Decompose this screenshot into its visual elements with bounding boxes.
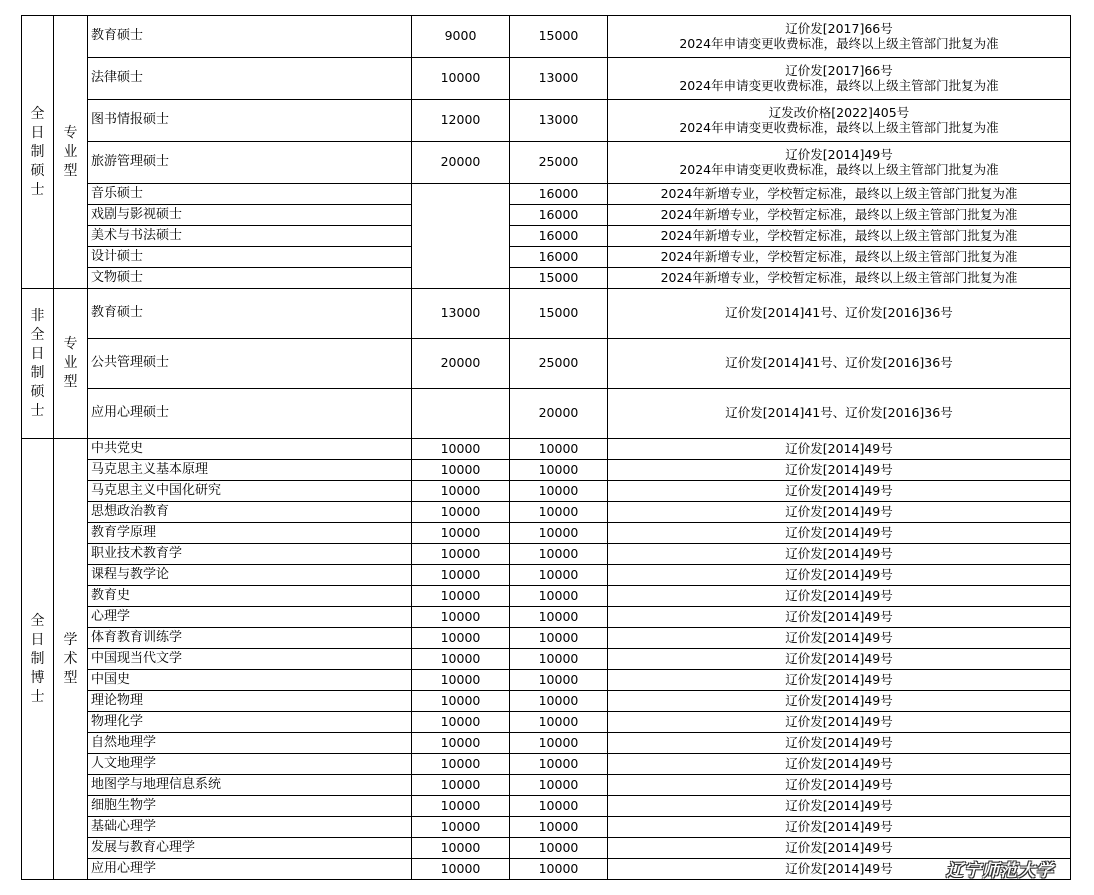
fee-b-value: 10000 (510, 523, 608, 544)
program-name: 发展与教育心理学 (88, 838, 412, 859)
fee-b-value: 10000 (510, 838, 608, 859)
table-row (22, 247, 1071, 268)
document-line: 辽价发[2014]49号 (785, 818, 893, 834)
document-reference (608, 205, 1071, 226)
fee-b-value: 15000 (510, 289, 608, 339)
table-row (22, 100, 1071, 142)
fee-b-value: 10000 (510, 691, 608, 712)
document-reference (608, 100, 1071, 142)
fee-b-value: 10000 (510, 544, 608, 565)
fee-a-value: 10000 (412, 439, 510, 460)
fee-a-value: 10000 (412, 775, 510, 796)
program-name: 心理学 (88, 607, 412, 628)
document-reference (608, 439, 1071, 460)
document-reference (608, 796, 1071, 817)
program-name: 课程与教学论 (88, 565, 412, 586)
fee-a-value: 10000 (412, 481, 510, 502)
fee-a-value: 10000 (412, 58, 510, 100)
fee-b-value: 16000 (510, 184, 608, 205)
fee-a-value: 10000 (412, 565, 510, 586)
document-line: 辽价发[2014]41号、辽价发[2016]36号 (725, 305, 953, 321)
table-row (22, 523, 1071, 544)
fee-a-value: 10000 (412, 691, 510, 712)
table-row (22, 439, 1071, 460)
table-row (22, 754, 1071, 775)
document-reference (608, 247, 1071, 268)
fee-a-value: 10000 (412, 733, 510, 754)
fee-b-value: 10000 (510, 775, 608, 796)
document-line: 辽价发[2014]49号 (785, 440, 893, 456)
table-row (22, 544, 1071, 565)
type-cell (54, 16, 88, 289)
fee-a-value: 10000 (412, 628, 510, 649)
fee-a-value: 10000 (412, 712, 510, 733)
fee-b-value: 10000 (510, 733, 608, 754)
document-line: 辽价发[2014]49号 (785, 713, 893, 729)
document-line: 辽价发[2014]41号、辽价发[2016]36号 (725, 355, 953, 371)
category-cell (22, 439, 54, 880)
program-name: 中国现当代文学 (88, 649, 412, 670)
program-name: 教育学原理 (88, 523, 412, 544)
table-row (22, 389, 1071, 439)
table-row (22, 205, 1071, 226)
document-line: 2024年申请变更收费标准，最终以上级主管部门批复为准 (679, 161, 999, 177)
table-row (22, 628, 1071, 649)
program-name: 教育硕士 (88, 16, 412, 58)
program-name: 图书情报硕士 (88, 100, 412, 142)
document-reference (608, 523, 1071, 544)
program-name: 中共党史 (88, 439, 412, 460)
document-line: 2024年新增专业，学校暂定标准，最终以上级主管部门批复为准 (660, 185, 1018, 201)
fee-b-value: 15000 (510, 16, 608, 58)
table-row (22, 565, 1071, 586)
document-reference (608, 649, 1071, 670)
table-row (22, 502, 1071, 523)
document-reference (608, 389, 1071, 439)
document-reference (608, 817, 1071, 838)
program-name: 思想政治教育 (88, 502, 412, 523)
document-line: 辽价发[2014]49号 (785, 797, 893, 813)
type-label: 专业型 (63, 124, 78, 179)
program-name: 法律硕士 (88, 58, 412, 100)
document-line: 辽价发[2014]49号 (785, 147, 893, 163)
program-name: 细胞生物学 (88, 796, 412, 817)
document-line: 辽价发[2014]49号 (785, 503, 893, 519)
type-label: 专业型 (63, 336, 78, 390)
table-row (22, 733, 1071, 754)
fee-b-value: 16000 (510, 247, 608, 268)
table-row (22, 142, 1071, 184)
document-line: 辽价发[2014]49号 (785, 755, 893, 771)
category-label: 全日制博士 (30, 612, 45, 705)
document-line: 辽价发[2014]49号 (785, 545, 893, 561)
document-line: 辽价发[2017]66号 (785, 21, 893, 37)
fee-b-value: 10000 (510, 859, 608, 880)
fee-b-value: 20000 (510, 389, 608, 439)
document-reference (608, 733, 1071, 754)
fee-b-value: 10000 (510, 712, 608, 733)
program-name: 设计硕士 (88, 247, 412, 268)
fee-b-value: 10000 (510, 628, 608, 649)
document-line: 辽价发[2014]49号 (785, 650, 893, 666)
fee-a-value: 10000 (412, 649, 510, 670)
document-line: 2024年申请变更收费标准，最终以上级主管部门批复为准 (679, 119, 999, 135)
fee-b-value: 25000 (510, 142, 608, 184)
table-row (22, 712, 1071, 733)
fee-a-value (412, 389, 510, 439)
document-line: 辽价发[2014]49号 (785, 587, 893, 603)
table-row (22, 586, 1071, 607)
document-reference (608, 268, 1071, 289)
document-line: 辽价发[2014]41号、辽价发[2016]36号 (725, 405, 953, 421)
document-line: 辽价发[2014]49号 (785, 839, 893, 855)
document-line: 2024年申请变更收费标准，最终以上级主管部门批复为准 (679, 77, 999, 93)
fee-b-value: 25000 (510, 339, 608, 389)
document-reference (608, 226, 1071, 247)
fee-table (21, 15, 1071, 880)
table-row (22, 481, 1071, 502)
program-name: 应用心理硕士 (88, 389, 412, 439)
document-line: 辽价发[2017]66号 (785, 63, 893, 79)
category-label: 全日制硕士 (30, 105, 45, 198)
fee-b-value: 10000 (510, 754, 608, 775)
document-line: 2024年新增专业，学校暂定标准，最终以上级主管部门批复为准 (660, 206, 1018, 222)
document-reference (608, 289, 1071, 339)
document-line: 2024年新增专业，学校暂定标准，最终以上级主管部门批复为准 (660, 227, 1018, 243)
fee-b-value: 10000 (510, 586, 608, 607)
table-row (22, 796, 1071, 817)
program-name: 物理化学 (88, 712, 412, 733)
fee-a-value: 10000 (412, 523, 510, 544)
type-cell (54, 439, 88, 880)
document-line: 辽价发[2014]49号 (785, 692, 893, 708)
program-name: 基础心理学 (88, 817, 412, 838)
fee-b-value: 10000 (510, 649, 608, 670)
fee-b-value: 10000 (510, 796, 608, 817)
table-row (22, 58, 1071, 100)
fee-b-value: 13000 (510, 58, 608, 100)
fee-b-value: 10000 (510, 565, 608, 586)
table-row (22, 226, 1071, 247)
fee-a-value: 10000 (412, 670, 510, 691)
fee-b-value: 10000 (510, 607, 608, 628)
document-reference (608, 712, 1071, 733)
document-reference (608, 502, 1071, 523)
program-name: 戏剧与影视硕士 (88, 205, 412, 226)
program-name: 马克思主义基本原理 (88, 460, 412, 481)
fee-a-value: 10000 (412, 460, 510, 481)
program-name: 人文地理学 (88, 754, 412, 775)
document-line: 辽价发[2014]49号 (785, 608, 893, 624)
category-cell (22, 16, 54, 289)
fee-a-value: 10000 (412, 607, 510, 628)
program-name: 中国史 (88, 670, 412, 691)
program-name: 教育硕士 (88, 289, 412, 339)
fee-a-value: 10000 (412, 817, 510, 838)
document-reference (608, 481, 1071, 502)
fee-b-value: 16000 (510, 226, 608, 247)
table-row (22, 649, 1071, 670)
table-row (22, 268, 1071, 289)
fee-a-value: 20000 (412, 339, 510, 389)
program-name: 美术与书法硕士 (88, 226, 412, 247)
document-reference (608, 16, 1071, 58)
fee-b-value: 10000 (510, 439, 608, 460)
document-line: 辽价发[2014]49号 (785, 482, 893, 498)
fee-b-value: 10000 (510, 502, 608, 523)
type-label: 学术型 (63, 631, 78, 686)
document-reference (608, 607, 1071, 628)
fee-a-value: 20000 (412, 142, 510, 184)
program-name: 公共管理硕士 (88, 339, 412, 389)
table-row (22, 670, 1071, 691)
fee-a-value: 13000 (412, 289, 510, 339)
program-name: 马克思主义中国化研究 (88, 481, 412, 502)
document-reference (608, 754, 1071, 775)
fee-a-value: 10000 (412, 859, 510, 880)
table-row (22, 838, 1071, 859)
category-label: 非全日制硕士 (30, 307, 45, 419)
program-name: 职业技术教育学 (88, 544, 412, 565)
table-row (22, 775, 1071, 796)
program-name: 地图学与地理信息系统 (88, 775, 412, 796)
fee-a-value: 10000 (412, 754, 510, 775)
table-row (22, 817, 1071, 838)
document-line: 辽价发[2014]49号 (785, 860, 893, 876)
program-name: 旅游管理硕士 (88, 142, 412, 184)
document-reference (608, 58, 1071, 100)
category-cell (22, 289, 54, 439)
type-cell (54, 289, 88, 439)
document-line: 辽价发[2014]49号 (785, 629, 893, 645)
document-reference (608, 142, 1071, 184)
fee-a-value: 10000 (412, 838, 510, 859)
document-line: 辽发改价格[2022]405号 (768, 105, 910, 121)
document-line: 辽价发[2014]49号 (785, 461, 893, 477)
fee-a-value: 10000 (412, 586, 510, 607)
fee-b-value: 16000 (510, 205, 608, 226)
fee-b-value: 10000 (510, 481, 608, 502)
watermark-logo: 辽宁师范大学 (946, 861, 1054, 881)
document-line: 2024年新增专业，学校暂定标准，最终以上级主管部门批复为准 (660, 248, 1018, 264)
document-reference (608, 775, 1071, 796)
fee-a-value: 9000 (412, 16, 510, 58)
fee-a-value: 12000 (412, 100, 510, 142)
fee-a-value: 10000 (412, 544, 510, 565)
table-row (22, 184, 1071, 205)
fee-b-value: 10000 (510, 817, 608, 838)
table-row (22, 460, 1071, 481)
document-reference (608, 628, 1071, 649)
program-name: 教育史 (88, 586, 412, 607)
program-name: 理论物理 (88, 691, 412, 712)
program-name: 体育教育训练学 (88, 628, 412, 649)
table-row (22, 607, 1071, 628)
table-row (22, 691, 1071, 712)
document-reference (608, 339, 1071, 389)
fee-b-value: 10000 (510, 670, 608, 691)
program-name: 音乐硕士 (88, 184, 412, 205)
fee-a-value: 10000 (412, 796, 510, 817)
program-name: 应用心理学 (88, 859, 412, 880)
program-name: 文物硕士 (88, 268, 412, 289)
table-row (22, 859, 1071, 880)
document-reference (608, 691, 1071, 712)
table-row (22, 289, 1071, 339)
program-name: 自然地理学 (88, 733, 412, 754)
document-reference (608, 565, 1071, 586)
fee-a-value (412, 184, 510, 289)
document-reference (608, 586, 1071, 607)
fee-a-value: 10000 (412, 502, 510, 523)
fee-b-value: 10000 (510, 460, 608, 481)
document-reference (608, 670, 1071, 691)
table-row (22, 339, 1071, 389)
document-line: 辽价发[2014]49号 (785, 776, 893, 792)
document-line: 2024年新增专业，学校暂定标准，最终以上级主管部门批复为准 (660, 269, 1018, 285)
fee-table-body (22, 16, 1071, 880)
document-reference (608, 184, 1071, 205)
table-row (22, 16, 1071, 58)
document-line: 2024年申请变更收费标准，最终以上级主管部门批复为准 (679, 35, 999, 51)
document-line: 辽价发[2014]49号 (785, 671, 893, 687)
document-reference (608, 544, 1071, 565)
document-reference (608, 460, 1071, 481)
fee-b-value: 13000 (510, 100, 608, 142)
document-line: 辽价发[2014]49号 (785, 524, 893, 540)
fee-b-value: 15000 (510, 268, 608, 289)
document-line: 辽价发[2014]49号 (785, 734, 893, 750)
document-line: 辽价发[2014]49号 (785, 566, 893, 582)
